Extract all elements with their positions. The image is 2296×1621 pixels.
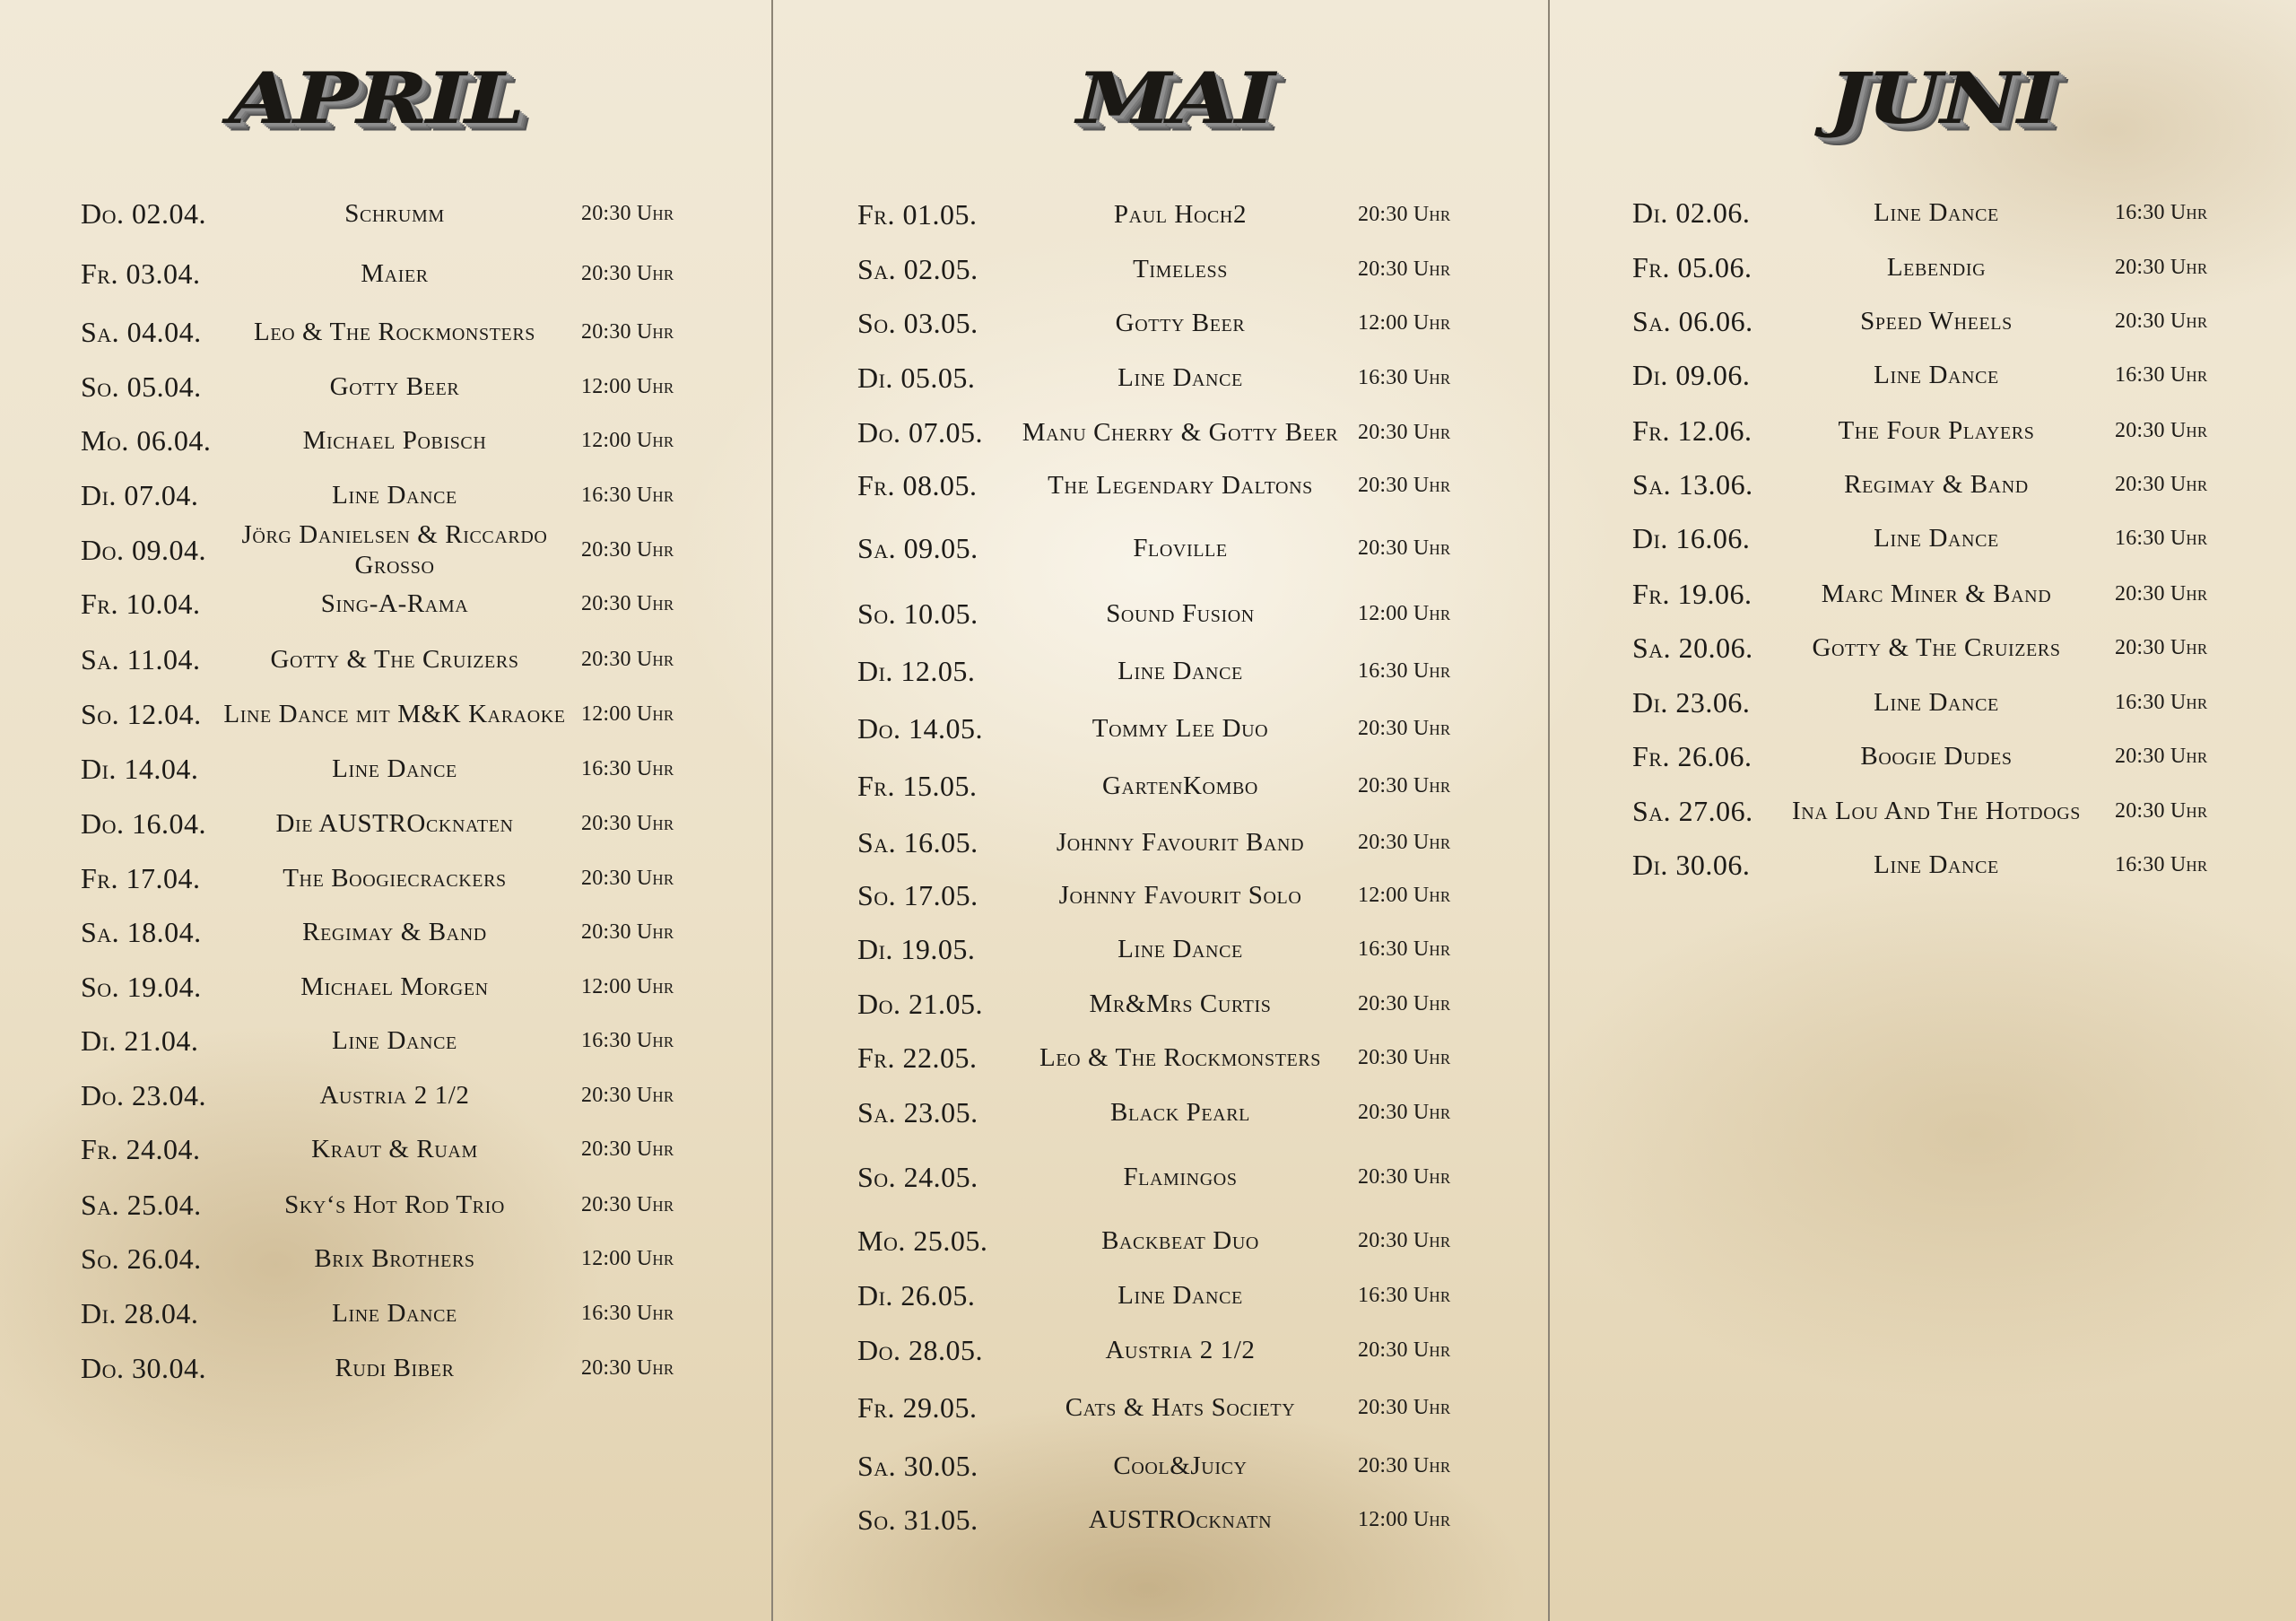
event-time: 20:30 Uhr: [581, 591, 674, 615]
schedule-row: [773, 815, 1548, 869]
event-act: Johnny Favourit Band: [1056, 828, 1305, 857]
schedule-row: [773, 242, 1548, 296]
event-date: So. 19.04.: [81, 970, 202, 1003]
schedule-row: [773, 405, 1548, 459]
event-date: Fr. 29.05.: [857, 1390, 978, 1424]
event-date: Mo. 25.05.: [857, 1224, 988, 1257]
schedule-row: [1550, 729, 2296, 783]
event-date: Di. 26.05.: [857, 1278, 976, 1312]
event-date: Fr. 10.04.: [81, 587, 201, 620]
event-date: Sa. 09.05.: [857, 531, 978, 564]
event-act: Line Dance: [1118, 657, 1243, 685]
event-act: Austria 2 1/2: [319, 1081, 470, 1110]
event-time: 20:30 Uhr: [1358, 773, 1451, 797]
schedule-row: [1550, 240, 2296, 294]
event-date: Fr. 12.06.: [1632, 414, 1752, 447]
event-date: Sa. 16.05.: [857, 825, 978, 858]
event-time: 20:30 Uhr: [581, 319, 674, 344]
event-date: Di. 09.06.: [1632, 358, 1751, 391]
event-date: Sa. 04.04.: [81, 315, 202, 348]
event-time: 20:30 Uhr: [2115, 798, 2208, 823]
event-act: Line Dance: [332, 481, 457, 510]
event-time: 20:30 Uhr: [1358, 257, 1451, 281]
schedule-row: [0, 187, 771, 240]
schedule-row: [0, 687, 771, 741]
event-time: 20:30 Uhr: [1358, 1338, 1451, 1362]
event-act: Sing-A-Rama: [320, 589, 469, 618]
schedule-row: [0, 577, 771, 631]
schedule-row: [773, 1381, 1548, 1434]
month-title-april: APRIL: [228, 57, 524, 140]
event-date: Fr. 15.05.: [857, 769, 978, 802]
schedule-row: [0, 1178, 771, 1232]
event-act: Mr&Mrs Curtis: [1089, 989, 1272, 1018]
event-time: 16:30 Uhr: [2115, 526, 2208, 550]
event-date: Sa. 20.06.: [1632, 631, 1753, 664]
event-date: Fr. 26.06.: [1632, 739, 1752, 772]
event-date: Fr. 01.05.: [857, 197, 978, 231]
event-time: 20:30 Uhr: [581, 866, 674, 890]
event-date: Do. 16.04.: [81, 806, 206, 840]
event-act: Michael Morgen: [300, 972, 489, 1001]
event-date: Di. 23.06.: [1632, 685, 1751, 719]
event-date: Sa. 18.04.: [81, 915, 202, 948]
event-act: Tommy Lee Duo: [1091, 714, 1269, 743]
schedule-row: [773, 977, 1548, 1031]
event-act: Maier: [361, 259, 429, 288]
event-date: So. 17.05.: [857, 878, 978, 911]
event-act: AUSTROcknatn: [1088, 1505, 1273, 1534]
event-time: 20:30 Uhr: [581, 261, 674, 285]
event-act: Line Dance mit M&K Karaoke: [223, 700, 566, 728]
event-date: Do. 14.05.: [857, 711, 983, 745]
event-date: Fr. 22.05.: [857, 1041, 978, 1074]
schedule-row: [0, 1068, 771, 1122]
event-date: Sa. 23.05.: [857, 1095, 978, 1129]
event-date: Do. 21.05.: [857, 987, 983, 1020]
schedule-row: [0, 1232, 771, 1285]
event-time: 12:00 Uhr: [581, 974, 674, 998]
schedule-row: [773, 868, 1548, 922]
schedule-row: [0, 247, 771, 301]
event-time: 20:30 Uhr: [2115, 472, 2208, 496]
schedule-row: [1550, 186, 2296, 240]
event-time: 12:00 Uhr: [1358, 1507, 1451, 1531]
event-time: 20:30 Uhr: [1358, 716, 1451, 740]
event-time: 20:30 Uhr: [1358, 1100, 1451, 1124]
event-time: 20:30 Uhr: [581, 811, 674, 835]
event-act: Kraut & Ruam: [311, 1135, 478, 1163]
event-time: 16:30 Uhr: [581, 483, 674, 507]
event-date: Di. 14.04.: [81, 752, 199, 785]
schedule-row: [1550, 458, 2296, 511]
event-act: Lebendig: [1886, 253, 1987, 282]
event-date: Do. 30.04.: [81, 1351, 206, 1384]
event-act: Line Dance: [1118, 935, 1243, 963]
schedule-row: [773, 1085, 1548, 1139]
schedule-row: [0, 905, 771, 959]
event-act: Gotty & The Cruizers: [270, 645, 519, 674]
event-act: Cool&Juicy: [1113, 1451, 1248, 1480]
event-time: 20:30 Uhr: [581, 537, 674, 562]
event-time: 12:00 Uhr: [1358, 310, 1451, 335]
event-time: 12:00 Uhr: [581, 428, 674, 452]
event-date: Fr. 03.04.: [81, 257, 201, 290]
schedule-row: [0, 520, 771, 580]
event-time: 20:30 Uhr: [1358, 991, 1451, 1015]
event-act: Speed Wheels: [1860, 307, 2013, 336]
schedule-row: [773, 1031, 1548, 1085]
schedule-row: [0, 414, 771, 467]
event-time: 16:30 Uhr: [2115, 852, 2208, 876]
event-time: 20:30 Uhr: [1358, 1164, 1451, 1189]
event-time: 20:30 Uhr: [581, 647, 674, 671]
event-date: Fr. 05.06.: [1632, 250, 1752, 283]
schedule-row: [0, 1122, 771, 1176]
event-act: Regimay & Band: [1844, 470, 2029, 499]
schedule-row: [0, 305, 771, 359]
event-time: 20:30 Uhr: [581, 919, 674, 944]
event-date: Fr. 17.04.: [81, 861, 201, 894]
event-time: 16:30 Uhr: [1358, 365, 1451, 389]
event-time: 12:00 Uhr: [581, 374, 674, 398]
event-time: 12:00 Uhr: [581, 1246, 674, 1270]
event-date: Sa. 06.06.: [1632, 304, 1753, 337]
schedule-row: [1550, 348, 2296, 402]
schedule-row: [0, 632, 771, 686]
event-date: Fr. 19.06.: [1632, 577, 1752, 610]
event-act: Line Dance: [1118, 363, 1243, 392]
schedule-row: [1550, 567, 2296, 621]
event-act: The Four Players: [1838, 416, 2035, 445]
event-time: 20:30 Uhr: [2115, 744, 2208, 768]
event-time: 20:30 Uhr: [581, 201, 674, 225]
event-act: Johnny Favourit Solo: [1058, 881, 1302, 910]
schedule-row: [773, 187, 1548, 241]
event-date: Do. 07.05.: [857, 415, 983, 449]
event-date: Do. 09.04.: [81, 533, 206, 566]
event-time: 16:30 Uhr: [581, 756, 674, 780]
event-act: Line Dance: [332, 754, 457, 783]
event-date: Sa. 25.04.: [81, 1188, 202, 1221]
schedule-row: [1550, 621, 2296, 675]
event-act: Manu Cherry & Gotty Beer: [1022, 418, 1339, 447]
event-date: Sa. 27.06.: [1632, 794, 1753, 827]
event-act: Ina Lou And The Hotdogs: [1791, 797, 2082, 825]
event-act: Line Dance: [1118, 1281, 1243, 1310]
month-title-juni: JUNI: [1828, 57, 2056, 140]
event-date: So. 31.05.: [857, 1503, 978, 1536]
event-time: 20:30 Uhr: [1358, 202, 1451, 226]
event-time: 16:30 Uhr: [581, 1301, 674, 1325]
event-date: So. 26.04.: [81, 1242, 202, 1275]
event-act: Die AUSTROcknaten: [275, 809, 514, 838]
event-act: GartenKombo: [1102, 771, 1258, 800]
schedule-row: [0, 1014, 771, 1068]
event-time: 16:30 Uhr: [1358, 937, 1451, 961]
event-date: So. 03.05.: [857, 306, 978, 339]
event-time: 20:30 Uhr: [581, 1083, 674, 1107]
event-act: Boogie Dudes: [1860, 742, 2013, 771]
schedule-row: [773, 922, 1548, 976]
event-act: Line Dance: [1874, 198, 1999, 227]
event-date: Do. 28.05.: [857, 1333, 983, 1366]
event-time: 20:30 Uhr: [1358, 473, 1451, 497]
event-act: Line Dance: [1874, 361, 1999, 389]
schedule-row: [773, 1439, 1548, 1493]
schedule-row: [773, 521, 1548, 575]
event-act: Flamingos: [1123, 1163, 1238, 1191]
schedule-row: [773, 296, 1548, 350]
schedule-row: [0, 851, 771, 905]
schedule-row: [0, 742, 771, 796]
schedule-row: [0, 468, 771, 522]
event-time: 12:00 Uhr: [1358, 601, 1451, 625]
event-time: 16:30 Uhr: [1358, 658, 1451, 683]
event-date: Di. 21.04.: [81, 1024, 199, 1057]
event-time: 12:00 Uhr: [1358, 883, 1451, 907]
schedule-row: [1550, 511, 2296, 565]
event-act: Line Dance: [332, 1026, 457, 1055]
event-date: Di. 30.06.: [1632, 848, 1751, 881]
schedule-row: [1550, 294, 2296, 348]
event-date: Sa. 02.05.: [857, 252, 978, 285]
event-date: Di. 28.04.: [81, 1296, 199, 1329]
event-act: Rudi Biber: [335, 1354, 455, 1382]
event-act: Austria 2 1/2: [1105, 1336, 1256, 1364]
schedule-row: [1550, 838, 2296, 892]
event-time: 20:30 Uhr: [581, 1137, 674, 1161]
event-act: Cats & Hats Society: [1065, 1393, 1296, 1422]
schedule-row: [0, 960, 771, 1014]
schedule-row: [773, 351, 1548, 405]
event-date: Fr. 24.04.: [81, 1132, 201, 1165]
event-act: The Legendary Daltons: [1048, 471, 1313, 500]
event-date: So. 12.04.: [81, 697, 202, 730]
event-act: Line Dance: [1874, 524, 1999, 553]
event-date: Di. 05.05.: [857, 361, 976, 394]
event-time: 16:30 Uhr: [2115, 200, 2208, 224]
event-act: Schrumm: [344, 199, 445, 228]
event-time: 12:00 Uhr: [581, 702, 674, 726]
event-time: 20:30 Uhr: [1358, 1453, 1451, 1477]
event-time: 20:30 Uhr: [581, 1192, 674, 1216]
event-date: Di. 12.05.: [857, 654, 976, 687]
event-act: Sound Fusion: [1106, 599, 1255, 628]
event-time: 20:30 Uhr: [2115, 309, 2208, 333]
schedule-row: [773, 1323, 1548, 1377]
schedule-row: [0, 360, 771, 414]
month-column-april: [0, 0, 771, 1621]
schedule-row: [773, 587, 1548, 641]
event-date: Fr. 08.05.: [857, 468, 978, 501]
event-time: 20:30 Uhr: [2115, 418, 2208, 442]
schedule-row: [773, 644, 1548, 698]
event-date: So. 10.05.: [857, 597, 978, 630]
event-time: 16:30 Uhr: [2115, 362, 2208, 387]
event-time: 20:30 Uhr: [581, 1355, 674, 1380]
event-act: Timeless: [1133, 255, 1228, 283]
event-act: Gotty Beer: [1115, 309, 1246, 337]
event-act: Leo & The Rockmonsters: [254, 318, 535, 346]
event-act: Regimay & Band: [302, 918, 487, 946]
event-date: Sa. 11.04.: [81, 642, 201, 675]
event-act: Floville: [1133, 534, 1228, 562]
event-act: Line Dance: [1874, 688, 1999, 717]
schedule-row: [773, 1214, 1548, 1268]
event-act: Michael Pobisch: [302, 426, 487, 455]
schedule-row: [773, 702, 1548, 755]
event-time: 20:30 Uhr: [1358, 1228, 1451, 1252]
event-time: 20:30 Uhr: [1358, 420, 1451, 444]
schedule-row: [1550, 404, 2296, 458]
schedule-row: [773, 1493, 1548, 1547]
month-column-juni: [1550, 0, 2296, 1621]
event-date: Do. 02.04.: [81, 196, 206, 230]
event-act: Paul Hoch2: [1113, 200, 1248, 229]
event-act: The Boogiecrackers: [283, 864, 507, 893]
schedule-row: [773, 759, 1548, 813]
event-time: 20:30 Uhr: [1358, 830, 1451, 854]
event-act: Sky‘s Hot Rod Trio: [284, 1190, 505, 1219]
event-time: 16:30 Uhr: [581, 1028, 674, 1052]
event-date: So. 05.04.: [81, 370, 202, 403]
schedule-row: [773, 1150, 1548, 1204]
event-act: Backbeat Duo: [1101, 1226, 1259, 1255]
event-time: 20:30 Uhr: [1358, 536, 1451, 560]
event-date: Sa. 13.06.: [1632, 467, 1753, 501]
month-column-mai: [773, 0, 1548, 1621]
schedule-row: [1550, 675, 2296, 729]
event-act: Marc Miner & Band: [1821, 580, 2052, 608]
event-act: Leo & The Rockmonsters: [1039, 1043, 1321, 1072]
event-time: 16:30 Uhr: [2115, 690, 2208, 714]
event-date: So. 24.05.: [857, 1160, 978, 1193]
schedule-row: [0, 1341, 771, 1395]
schedule-row: [0, 797, 771, 850]
event-act: Gotty & The Cruizers: [1812, 633, 2061, 662]
event-time: 20:30 Uhr: [1358, 1045, 1451, 1069]
event-act: Line Dance: [1874, 850, 1999, 879]
schedule-row: [773, 458, 1548, 512]
event-date: Di. 02.06.: [1632, 196, 1751, 229]
schedule-row: [773, 1268, 1548, 1322]
event-act: Line Dance: [332, 1299, 457, 1328]
event-date: Di. 19.05.: [857, 932, 976, 965]
month-title-mai: MAI: [1076, 57, 1274, 140]
event-time: 20:30 Uhr: [2115, 635, 2208, 659]
event-act: Gotty Beer: [329, 372, 460, 401]
event-time: 20:30 Uhr: [2115, 581, 2208, 606]
event-date: Sa. 30.05.: [857, 1449, 978, 1482]
event-act: Black Pearl: [1110, 1098, 1250, 1127]
event-time: 20:30 Uhr: [2115, 255, 2208, 279]
event-time: 20:30 Uhr: [1358, 1395, 1451, 1419]
schedule-row: [1550, 784, 2296, 838]
event-date: Di. 16.06.: [1632, 521, 1751, 554]
event-date: Di. 07.04.: [81, 478, 199, 511]
schedule-row: [0, 1286, 771, 1340]
event-date: Do. 23.04.: [81, 1078, 206, 1111]
event-act: Brix Brothers: [314, 1244, 475, 1273]
event-date: Mo. 06.04.: [81, 423, 212, 457]
event-act: Jörg Danielsen & Riccardo Grosso: [241, 520, 548, 580]
event-time: 16:30 Uhr: [1358, 1283, 1451, 1307]
